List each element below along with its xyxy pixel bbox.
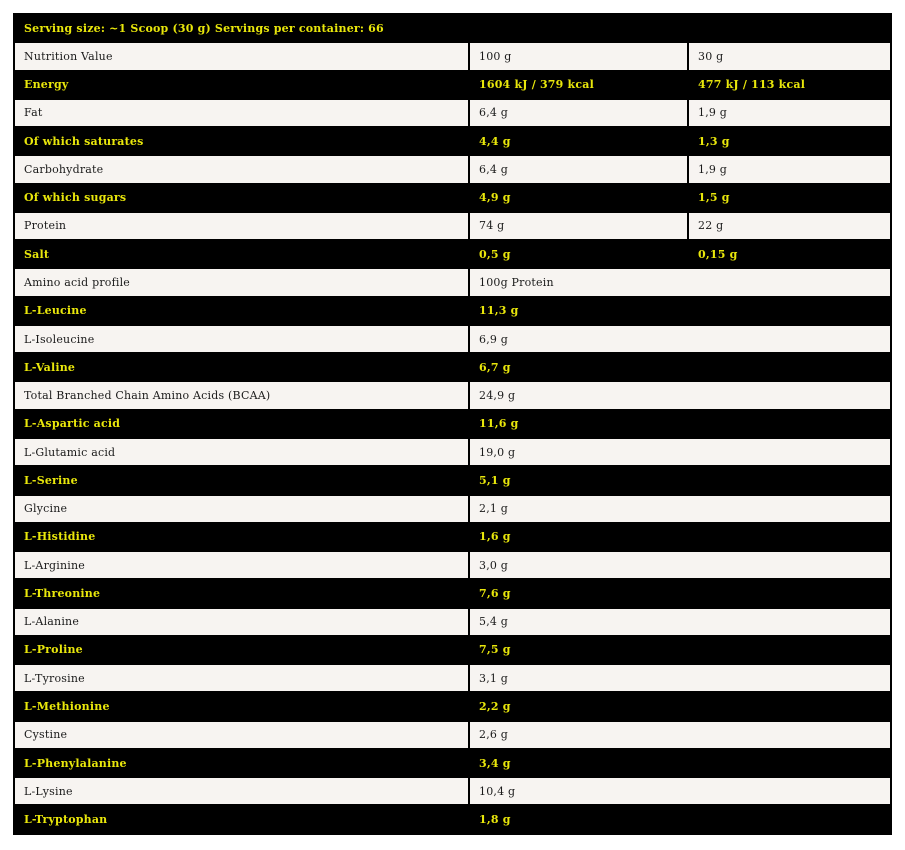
row-label: Fat: [14, 99, 469, 127]
row-label: Glycine: [14, 495, 469, 523]
row-label: Of which sugars: [14, 184, 469, 212]
value-per-100g: 2,1 g: [469, 495, 891, 523]
value-per-100g: 2,6 g: [469, 721, 891, 749]
table-row: [14, 721, 891, 749]
row-label: Of which saturates: [14, 127, 469, 155]
row-label: L-Phenylalanine: [14, 749, 469, 777]
value-per-100g: 100 g: [469, 42, 688, 70]
value-per-100g: 3,4 g: [469, 749, 891, 777]
value-per-30g: 1,5 g: [688, 184, 891, 212]
nutrition-table-body: [14, 14, 891, 834]
table-row: [14, 438, 891, 466]
row-label: L-Proline: [14, 636, 469, 664]
table-row: [14, 381, 891, 409]
table-row: [14, 777, 891, 805]
table-row: [14, 579, 891, 607]
value-per-30g: 1,9 g: [688, 99, 891, 127]
serving-size-header-row: [14, 14, 891, 42]
value-per-100g: 6,4 g: [469, 155, 688, 183]
row-label: Protein: [14, 212, 469, 240]
value-per-100g: 6,4 g: [469, 99, 688, 127]
row-label: Salt: [14, 240, 469, 268]
table-row: [14, 410, 891, 438]
table-row: [14, 664, 891, 692]
table-row: [14, 297, 891, 325]
row-label: Nutrition Value: [14, 42, 469, 70]
value-per-100g: 5,4 g: [469, 608, 891, 636]
table-row: [14, 523, 891, 551]
row-label: Carbohydrate: [14, 155, 469, 183]
table-row: [14, 636, 891, 664]
row-label: Amino acid profile: [14, 268, 469, 296]
row-label: L-Histidine: [14, 523, 469, 551]
value-per-100g: 11,6 g: [469, 410, 891, 438]
value-per-100g: 4,4 g: [469, 127, 688, 155]
row-label: Energy: [14, 71, 469, 99]
table-row: [14, 495, 891, 523]
table-row: [14, 127, 891, 155]
row-label: L-Lysine: [14, 777, 469, 805]
table-row: [14, 608, 891, 636]
row-label: Total Branched Chain Amino Acids (BCAA): [14, 381, 469, 409]
value-per-100g: 3,0 g: [469, 551, 891, 579]
value-per-100g: 6,9 g: [469, 325, 891, 353]
value-per-100g: 4,9 g: [469, 184, 688, 212]
value-per-30g: 30 g: [688, 42, 891, 70]
value-per-100g: 5,1 g: [469, 466, 891, 494]
row-label: L-Glutamic acid: [14, 438, 469, 466]
table-row: [14, 240, 891, 268]
value-per-100g: 74 g: [469, 212, 688, 240]
nutrition-table: [13, 13, 892, 835]
table-row: [14, 353, 891, 381]
value-per-100g: 7,5 g: [469, 636, 891, 664]
table-row: [14, 155, 891, 183]
value-per-100g: 0,5 g: [469, 240, 688, 268]
value-per-100g: 1,8 g: [469, 805, 891, 834]
row-label: L-Arginine: [14, 551, 469, 579]
table-row: [14, 551, 891, 579]
table-row: [14, 184, 891, 212]
row-label: L-Alanine: [14, 608, 469, 636]
row-label: L-Isoleucine: [14, 325, 469, 353]
value-per-100g: 2,2 g: [469, 692, 891, 720]
table-row: [14, 268, 891, 296]
table-row: [14, 805, 891, 834]
value-per-30g: 22 g: [688, 212, 891, 240]
value-per-100g: 11,3 g: [469, 297, 891, 325]
table-row: [14, 466, 891, 494]
value-per-30g: 1,9 g: [688, 155, 891, 183]
table-row: [14, 325, 891, 353]
value-per-100g: 6,7 g: [469, 353, 891, 381]
row-label: L-Tryptophan: [14, 805, 469, 834]
value-per-30g: 0,15 g: [688, 240, 891, 268]
row-label: Cystine: [14, 721, 469, 749]
row-label: L-Tyrosine: [14, 664, 469, 692]
value-per-30g: 477 kJ / 113 kcal: [688, 71, 891, 99]
table-row: [14, 71, 891, 99]
row-label: L-Methionine: [14, 692, 469, 720]
value-per-100g: 10,4 g: [469, 777, 891, 805]
table-row: [14, 99, 891, 127]
value-per-100g: 7,6 g: [469, 579, 891, 607]
value-per-100g: 19,0 g: [469, 438, 891, 466]
table-row: [14, 42, 891, 70]
row-label: L-Leucine: [14, 297, 469, 325]
row-label: L-Aspartic acid: [14, 410, 469, 438]
table-row: [14, 692, 891, 720]
nutrition-facts-panel: [13, 13, 890, 835]
table-row: [14, 212, 891, 240]
row-label: L-Valine: [14, 353, 469, 381]
value-per-100g: 3,1 g: [469, 664, 891, 692]
table-row: [14, 749, 891, 777]
row-label: L-Threonine: [14, 579, 469, 607]
value-per-100g: 1604 kJ / 379 kcal: [469, 71, 688, 99]
value-per-100g: 1,6 g: [469, 523, 891, 551]
row-label: Serving size: ~1 Scoop (30 g) Servings per container: 66: [14, 14, 891, 42]
value-per-30g: 1,3 g: [688, 127, 891, 155]
value-per-100g: 24,9 g: [469, 381, 891, 409]
value-per-100g: 100g Protein: [469, 268, 891, 296]
row-label: L-Serine: [14, 466, 469, 494]
